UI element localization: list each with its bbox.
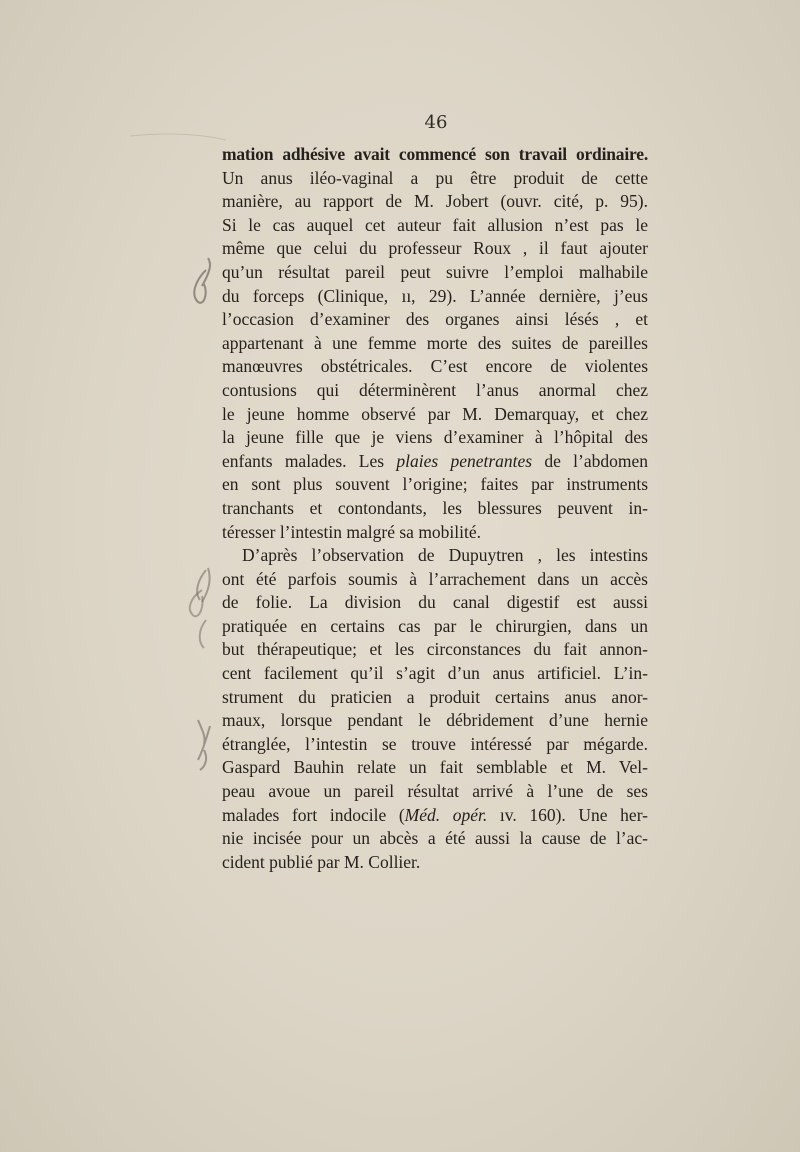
- text-line: cent facilement qu’il s’agit d’un anus artificiel. L’in-: [222, 663, 648, 684]
- text-line: étranglée, l’intestin se trouve intéressé par mégarde.: [222, 733, 648, 754]
- text-line: appartenant à une femme morte des suites de pareilles: [222, 332, 648, 353]
- text-line: qu’un résultat pareil peut suivre l’emploi malhabile: [222, 261, 648, 282]
- text-line: le jeune homme observé par M. Demarquay, et chez: [222, 403, 648, 424]
- text-line: manière, au rapport de M. Jobert (ouvr. cité, p. 95).: [222, 191, 648, 212]
- text-line: du forceps (Clinique, ıı, 29). L’année dernière, j’eus: [222, 285, 648, 306]
- text-line: téresser l’intestin malgré sa mobilité.: [222, 521, 482, 542]
- pencil-mark: [198, 720, 210, 770]
- margin-pencil-marks: [168, 250, 228, 810]
- text-run: ıv. 160). Une her-: [487, 804, 649, 825]
- page-number: 46: [424, 112, 448, 133]
- pencil-mark: [197, 568, 209, 602]
- page-crease: [130, 128, 390, 168]
- text-line: nie incisée pour un abcès a été aussi la cause de l’ac-: [222, 828, 648, 849]
- text-line: Un anus iléo-vaginal a pu être produit de cette: [222, 167, 648, 188]
- text-line: Si le cas auquel cet auteur fait allusion n’est pas le: [222, 214, 648, 235]
- pencil-mark: [200, 620, 206, 648]
- text-line-mixed: [222, 804, 648, 828]
- italic-term: plaies penetrantes: [396, 450, 533, 471]
- text-line: pratiquée en certains cas par le chirurgien, dans un: [222, 615, 648, 636]
- text-line: contusions qui déterminèrent l’anus anormal chez: [222, 379, 648, 400]
- italic-term: Méd. opér.: [404, 804, 488, 825]
- text-line: ont été parfois soumis à l’arrachement dans un accès: [222, 568, 648, 589]
- text-line: peau avoue un pareil résultat arrivé à l’une de ses: [222, 781, 648, 802]
- text-line: D’après l’observation de Dupuytren , les intestins: [242, 545, 648, 566]
- text-run: de l’abdomen: [532, 450, 649, 471]
- text-line: maux, lorsque pendant le débridement d’une hernie: [222, 710, 648, 731]
- pencil-mark: [190, 590, 203, 616]
- text-line: tranchants et contondants, les blessures peuvent in-: [222, 497, 648, 518]
- text-line: en sont plus souvent l’origine; faites par instruments: [222, 474, 648, 495]
- text-run: enfants malades. Les: [222, 450, 397, 471]
- text-line: but thérapeutique; et les circonstances du fait annon-: [222, 639, 648, 660]
- text-line: la jeune fille que je viens d’examiner à l’hôpital des: [222, 427, 648, 448]
- text-line: Gaspard Bauhin relate un fait semblable et M. Vel-: [222, 757, 648, 778]
- text-run: malades fort indocile (: [222, 804, 405, 825]
- text-line: même que celui du professeur Roux , il faut ajouter: [222, 238, 648, 259]
- body-text: [222, 143, 648, 874]
- text-line: strument du praticien a produit certains anus anor-: [222, 686, 648, 707]
- text-line: cident publié par M. Collier.: [222, 851, 421, 872]
- text-line: manœuvres obstétricales. C’est encore de violentes: [222, 356, 648, 377]
- text-line-mixed: [222, 450, 648, 474]
- text-line: mation adhésive avait commencé son travail ordinaire.: [222, 144, 648, 164]
- pencil-mark: [194, 258, 210, 303]
- text-line: l’occasion d’examiner des organes ainsi lésés , et: [222, 309, 648, 330]
- text-line: de folie. La division du canal digestif est aussi: [222, 592, 648, 613]
